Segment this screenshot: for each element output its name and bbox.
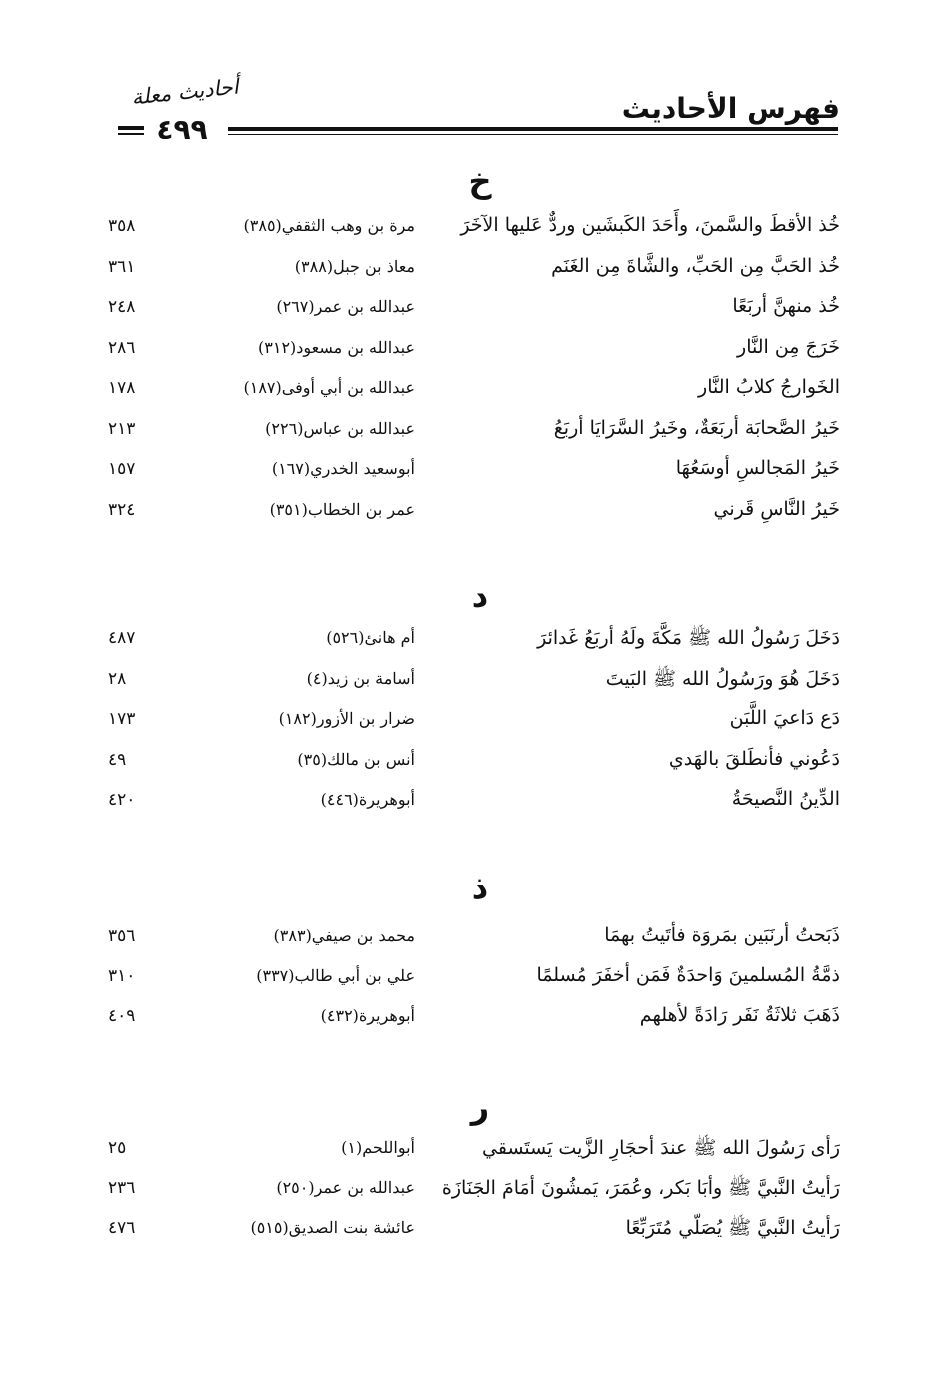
hadith-text: خُذ الحَبَّ مِن الحَبِّ، والشَّاةَ مِن الغَنَم bbox=[551, 254, 840, 277]
hadith-text: دَخَلَ هُوَ ورَسُولُ الله ﷺ البَيتَ bbox=[605, 667, 840, 690]
narrator: أبوهريرة(٤٣٢) bbox=[320, 1006, 415, 1025]
section-letter: خ bbox=[468, 162, 492, 200]
narrator: ضرار بن الأزور(١٨٢) bbox=[278, 709, 415, 728]
hadith-text: ذمَّةُ المُسلمينَ وَاحدَةٌ فَمَن أخفَرَ مُسلمًا bbox=[536, 964, 840, 986]
hadith-text: خَيرُ المَجالسِ أوسَعُهَا bbox=[675, 457, 840, 479]
index-entry bbox=[0, 214, 936, 254]
index-entry bbox=[0, 1004, 936, 1044]
page-reference: ٣١٠ bbox=[108, 966, 136, 986]
hadith-text: خُذ منهنَّ أربَعًا bbox=[732, 295, 840, 317]
narrator: عبدالله بن مسعود(٣١٢) bbox=[258, 337, 415, 357]
index-entry bbox=[0, 748, 936, 788]
header-rule bbox=[228, 127, 838, 131]
hadith-text: رَأى رَسُولَ الله ﷺ عندَ أحجَارِ الزَّيت يَستَسقي bbox=[482, 1137, 840, 1159]
hadith-text: ذَبَحتُ أرنَبَين بمَروَة فأتَيتُ بهمَا bbox=[604, 924, 840, 946]
index-entry bbox=[0, 336, 936, 376]
index-entry bbox=[0, 707, 936, 747]
narrator: أبوسعيد الخدري(١٦٧) bbox=[271, 459, 415, 478]
page-reference: ١٧٣ bbox=[108, 709, 136, 729]
narrator: عبدالله بن عباس(٢٢٦) bbox=[265, 418, 415, 438]
handwritten-note: أحاديث معلة bbox=[130, 74, 240, 110]
hadith-text: الدِّينُ النَّصيحَةُ bbox=[731, 788, 840, 810]
index-entry bbox=[0, 924, 936, 964]
page-reference: ٢٨ bbox=[108, 668, 127, 689]
page-reference: ٢٤٨ bbox=[108, 297, 136, 317]
index-entry bbox=[0, 417, 936, 457]
hadith-text: خُذ الأقطَ والسَّمنَ، وأَحَدَ الكَبشَين وردٌّ عَليها الآخَرَ bbox=[460, 214, 840, 236]
page-reference: ٤٠٩ bbox=[108, 1006, 136, 1026]
index-entry bbox=[0, 964, 936, 1004]
section-letter: د bbox=[471, 577, 489, 615]
index-entry bbox=[0, 498, 936, 538]
hadith-text: خَرَجَ مِن النَّار bbox=[737, 335, 840, 358]
index-entry bbox=[0, 295, 936, 335]
section-letter: ر bbox=[470, 1088, 490, 1126]
narrator: معاذ بن جبل(٣٨٨) bbox=[294, 256, 415, 276]
narrator: أنس بن مالك(٣٥) bbox=[297, 749, 415, 769]
narrator: أبواللحم(١) bbox=[341, 1138, 415, 1157]
page-number: ٤٩٩ bbox=[156, 113, 208, 146]
index-entry bbox=[0, 1216, 936, 1256]
header-rule bbox=[228, 134, 838, 135]
hadith-text: دَعُوني فأنطَلقَ بالهَدي bbox=[668, 747, 840, 770]
narrator: عبدالله بن أبي أوفى(١٨٧) bbox=[243, 378, 415, 397]
page-reference: ٢٥ bbox=[108, 1138, 127, 1158]
narrator: أبوهريرة(٤٤٦) bbox=[320, 790, 415, 809]
page-reference: ٣٥٨ bbox=[108, 216, 136, 236]
index-entry bbox=[0, 788, 936, 828]
page-reference: ١٥٧ bbox=[108, 459, 136, 479]
page-title: فهرس الأحاديث bbox=[621, 92, 840, 125]
hadith-text: الخَوارجُ كلابُ النَّار bbox=[698, 376, 840, 398]
header-dash bbox=[118, 133, 144, 135]
page-reference: ٤٨٧ bbox=[108, 628, 136, 648]
hadith-text: دَع دَاعيَ اللَّبَن bbox=[729, 707, 840, 729]
narrator: عبدالله بن عمر(٢٦٧) bbox=[276, 297, 415, 316]
header-dash bbox=[118, 126, 144, 130]
page-reference: ٤٢٠ bbox=[108, 790, 136, 810]
page-reference: ٤٩ bbox=[108, 749, 127, 770]
index-entry bbox=[0, 255, 936, 295]
hadith-text: رَأيتُ النَّبيَّ ﷺ يُصَلّي مُتَرَبِّعًا bbox=[625, 1217, 840, 1239]
narrator: أم هانئ(٥٢٦) bbox=[326, 628, 415, 647]
index-entry bbox=[0, 626, 936, 666]
narrator: عائشة بنت الصديق(٥١٥) bbox=[250, 1218, 415, 1237]
index-entry bbox=[0, 1136, 936, 1176]
narrator: علي بن أبي طالب(٣٣٧) bbox=[256, 966, 415, 985]
hadith-text: رَأيتُ النَّبيَّ ﷺ وأبَا بَكر، وعُمَرَ، يَمشُونَ أمَامَ الجَنَازَة bbox=[441, 1177, 840, 1199]
index-entry bbox=[0, 376, 936, 416]
index-entry bbox=[0, 457, 936, 497]
narrator: مرة بن وهب الثقفي(٣٨٥) bbox=[243, 216, 415, 235]
page-reference: ٢٨٦ bbox=[108, 337, 136, 358]
hadith-text: ذَهَبَ ثلاثَةُ نَفَر رَادَةً لأهلهم bbox=[639, 1004, 840, 1026]
narrator: محمد بن صيفي(٣٨٣) bbox=[273, 926, 415, 945]
hadith-text: خَيرُ الصَّحابَة أربَعَةٌ، وخَيرُ السَّرَايَا أربَعُ bbox=[553, 416, 840, 439]
narrator: عمر بن الخطاب(٣٥١) bbox=[269, 499, 415, 519]
page-reference: ٣٢٤ bbox=[108, 499, 136, 520]
page-reference: ٣٦١ bbox=[108, 256, 136, 277]
narrator: عبدالله بن عمر(٢٥٠) bbox=[276, 1178, 415, 1197]
page-reference: ٣٥٦ bbox=[108, 926, 136, 946]
section-letter: ذ bbox=[471, 868, 489, 906]
page-reference: ٢١٣ bbox=[108, 418, 136, 439]
narrator: أسامة بن زيد(٤) bbox=[306, 668, 415, 688]
index-entry bbox=[0, 667, 936, 707]
page-reference: ٢٣٦ bbox=[108, 1178, 136, 1198]
page-reference: ٤٧٦ bbox=[108, 1218, 136, 1238]
index-entry bbox=[0, 1176, 936, 1216]
page-reference: ١٧٨ bbox=[108, 378, 136, 398]
hadith-text: دَخَلَ رَسُولُ الله ﷺ مَكَّةَ ولَهُ أربَعُ غَدائرَ bbox=[537, 627, 840, 649]
hadith-text: خَيرُ النَّاسِ قَرني bbox=[713, 497, 840, 520]
